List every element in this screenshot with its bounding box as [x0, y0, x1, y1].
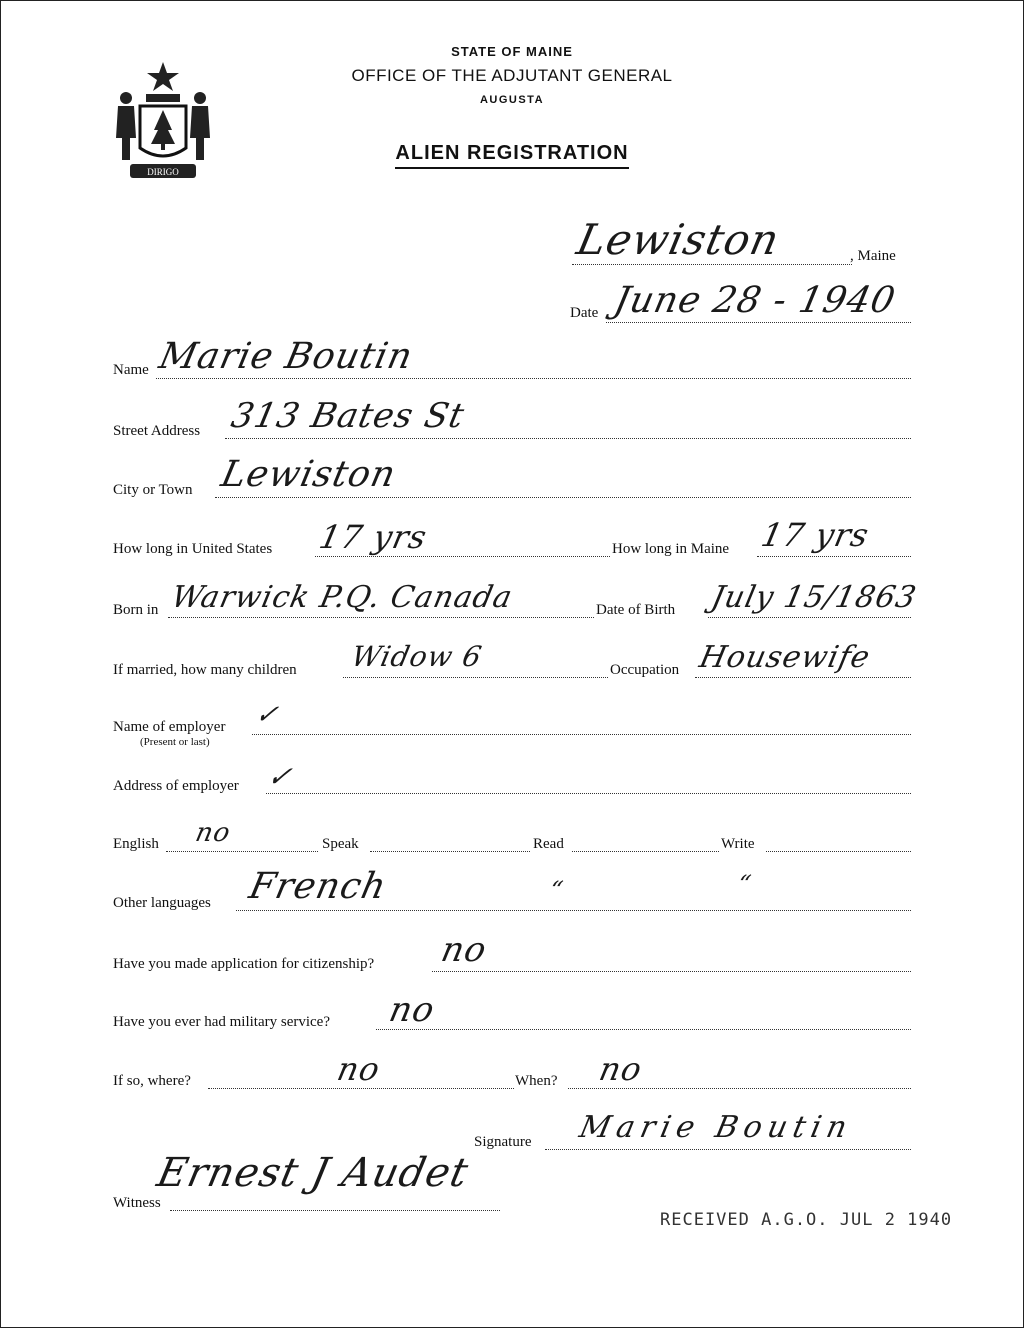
- children-line: [343, 677, 608, 678]
- write-label: Write: [721, 836, 755, 852]
- city-label: City or Town: [113, 482, 193, 498]
- signature-value: Marie Boutin: [576, 1110, 856, 1145]
- born-value: Warwick P.Q. Canada: [168, 580, 516, 615]
- city-heading: AUGUSTA: [479, 94, 545, 106]
- speak-label: Speak: [322, 836, 359, 852]
- occupation-label: Occupation: [610, 662, 680, 678]
- witness-label: Witness: [113, 1195, 161, 1211]
- speak-line: [370, 851, 530, 852]
- english-line: [166, 851, 318, 852]
- maine-years-line: [757, 556, 911, 557]
- when-label: When?: [515, 1073, 558, 1089]
- other-languages-value: French: [245, 866, 391, 907]
- employer-value: ✓: [252, 700, 282, 730]
- where-value: no: [333, 1050, 384, 1088]
- signature-line: [545, 1149, 911, 1150]
- name-value: Marie Boutin: [155, 336, 417, 377]
- employer-line: [252, 734, 911, 735]
- military-line: [376, 1029, 911, 1030]
- other-languages-ditto-2: “: [735, 870, 755, 898]
- street-value: 313 Bates St: [227, 396, 469, 436]
- dob-line: [708, 617, 911, 618]
- place-suffix: , Maine: [850, 248, 896, 264]
- maine-years-label: How long in Maine: [612, 541, 730, 557]
- svg-text:DIRIGO: DIRIGO: [147, 167, 179, 177]
- us-years-line: [315, 556, 610, 557]
- place-line: [572, 264, 852, 265]
- children-label: If married, how many children: [113, 662, 297, 678]
- where-label: If so, where?: [113, 1073, 191, 1089]
- witness-value: Ernest J Audet: [153, 1150, 473, 1196]
- employer-address-line: [266, 793, 911, 794]
- witness-line: [170, 1210, 500, 1211]
- military-value: no: [385, 990, 439, 1030]
- office-heading: OFFICE OF THE ADJUTANT GENERAL: [351, 66, 673, 85]
- signature-label: Signature: [474, 1134, 532, 1150]
- employer-address-value: ✓: [264, 760, 296, 793]
- date-label: Date: [570, 305, 599, 321]
- dob-value: July 15/1863: [708, 580, 920, 615]
- children-value: Widow 6: [348, 640, 486, 673]
- form-title: ALIEN REGISTRATION: [0, 142, 1024, 165]
- name-label: Name: [113, 362, 149, 378]
- us-years-value: 17 yrs: [315, 518, 431, 556]
- received-stamp: RECEIVED A.G.O. JUL 2 1940: [660, 1210, 953, 1230]
- maine-years-value: 17 yrs: [757, 516, 873, 554]
- dob-label: Date of Birth: [596, 602, 676, 618]
- military-label: Have you ever had military service?: [113, 1014, 330, 1030]
- write-line: [766, 851, 911, 852]
- date-line: [606, 322, 911, 323]
- where-line: [208, 1088, 514, 1089]
- employer-label: Name of employer: [113, 719, 226, 735]
- date-value: June 28 - 1940: [610, 280, 900, 321]
- citizenship-label: Have you made application for citizenship?: [113, 956, 375, 972]
- occupation-line: [695, 677, 911, 678]
- place-town-value: Lewiston: [572, 215, 785, 264]
- street-label: Street Address: [113, 423, 201, 439]
- citizenship-value: no: [437, 930, 491, 970]
- name-line: [156, 378, 911, 379]
- state-heading: STATE OF MAINE: [451, 44, 573, 59]
- other-languages-label: Other languages: [113, 895, 211, 911]
- street-line: [225, 438, 911, 439]
- english-value: no: [192, 818, 234, 848]
- read-label: Read: [533, 836, 564, 852]
- read-line: [572, 851, 719, 852]
- other-languages-line: [236, 910, 911, 911]
- us-years-label: How long in United States: [113, 541, 273, 557]
- other-languages-ditto-1: “: [547, 876, 567, 904]
- born-line: [168, 617, 594, 618]
- city-line: [215, 497, 911, 498]
- english-label: English: [113, 836, 159, 852]
- when-value: no: [595, 1050, 646, 1088]
- citizenship-line: [432, 971, 911, 972]
- when-line: [568, 1088, 911, 1089]
- born-label: Born in: [113, 602, 159, 618]
- employer-address-label: Address of employer: [113, 778, 239, 794]
- employer-sublabel: (Present or last): [140, 736, 210, 748]
- occupation-value: Housewife: [696, 640, 874, 675]
- city-value: Lewiston: [217, 454, 400, 495]
